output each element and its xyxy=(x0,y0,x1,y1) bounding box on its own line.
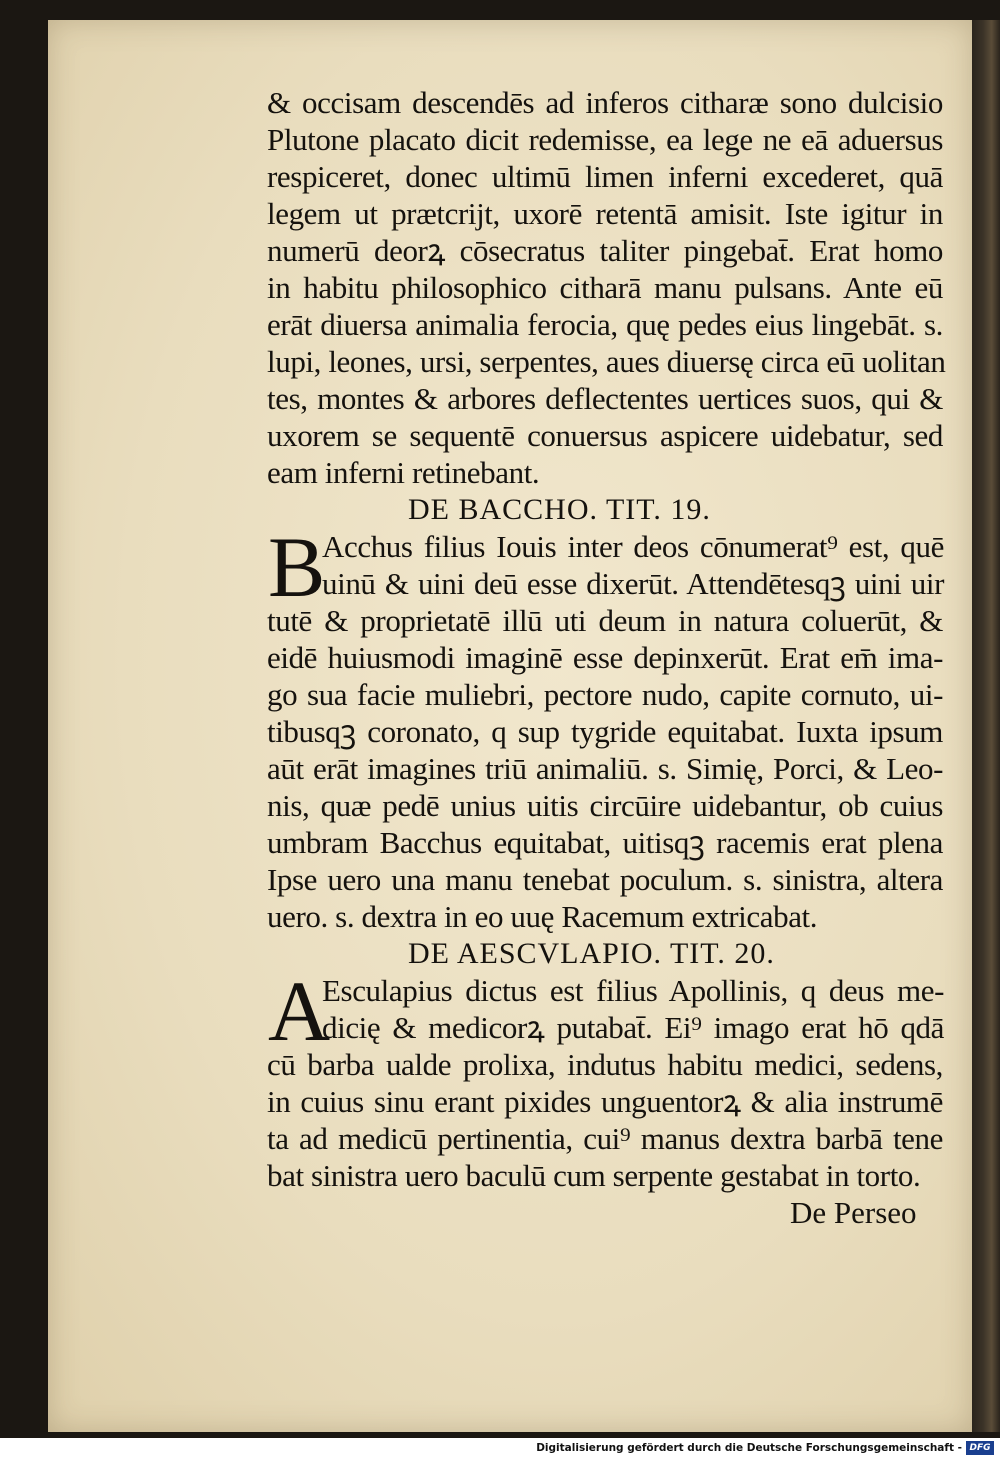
baccho-paragraph xyxy=(212,519,952,935)
text-line: uxorem se sequentē conuersus aspicere uidebatur, sed xyxy=(267,418,943,453)
text-line: Ipse uero una manu tenebat poculum. s. sinistra, altera xyxy=(267,862,943,897)
text-line: tes, montes & arbores deflectentes uertices suos, qui & xyxy=(267,381,943,416)
digitization-footer xyxy=(0,1438,1000,1460)
text-line: tutē & proprietatē illū uti deum in natura coluerūt, & xyxy=(267,603,943,638)
dropcap-b: B xyxy=(268,519,326,615)
text-line: uinū & uini deū esse dixerūt. Attendētesqꝫ uini uir xyxy=(322,566,944,601)
section-heading-baccho: DE BACCHO. TIT. 19. xyxy=(408,493,711,526)
text-line: go sua facie muliebri, pectore nudo, capite cornuto, ui- xyxy=(267,677,943,712)
text-line: Acchus filius Iouis inter deos cōnumerat⁹ est, quē xyxy=(322,529,944,564)
text-line: umbram Bacchus equitabat, uitisqꝫ racemis erat plena xyxy=(267,825,943,860)
text-line: cū barba ualde prolixa, indutus habitu medici, sedens, xyxy=(267,1047,943,1082)
section-heading-aesculapio: DE AESCVLAPIO. TIT. 20. xyxy=(408,937,775,970)
opening-paragraph xyxy=(212,84,952,491)
text-block xyxy=(212,84,952,1231)
text-line: ta ad medicū pertinentia, cui⁹ manus dextra barbā tene xyxy=(267,1121,943,1156)
text-line: erāt diuersa animalia ferocia, quę pedes eius lingebāt. s. xyxy=(267,307,943,342)
text-line: nis, quæ pedē unius uitis circūire uidebantur, ob cuius xyxy=(267,788,943,823)
dfg-logo: DFG xyxy=(966,1441,994,1455)
text-line: numerū deorꝝ cōsecratus taliter pingebat̄. Erat homo xyxy=(267,233,943,268)
dropcap-a: A xyxy=(268,963,331,1059)
text-line: tibusqꝫ coronato, q sup tygride equitabat. Iuxta ipsum xyxy=(267,714,943,749)
text-line: bat sinistra uero baculū cum serpente gestabat in torto. xyxy=(267,1158,921,1193)
text-line: in habitu philosophico citharā manu pulsans. Ante eū xyxy=(267,270,943,305)
footer-credit: Digitalisierung gefördert durch die Deutsche Forschungsgemeinschaft - xyxy=(536,1442,962,1454)
text-line: & occisam descendēs ad inferos citharæ sono dulcisio xyxy=(267,85,943,120)
book-spine xyxy=(972,20,1000,1432)
catchword: De Perseo xyxy=(790,1195,917,1230)
text-line: Esculapius dictus est filius Apollinis, q deus me- xyxy=(322,973,944,1008)
text-line: uero. s. dextra in eo uuę Racemum extricabat. xyxy=(267,899,818,934)
text-line: Plutone placato dicit redemisse, ea lege ne eā aduersus xyxy=(267,122,943,157)
text-line: aūt erāt imagines triū animaliū. s. Simię, Porci, & Leo- xyxy=(267,751,943,786)
text-line: in cuius sinu erant pixides unguentorꝝ & alia instrumē xyxy=(267,1084,943,1119)
text-line: dicię & medicorꝝ putabat̄. Ei⁹ imago erat hō qdā xyxy=(322,1010,944,1045)
text-line: lupi, leones, ursi, serpentes, aues diuersę circa eū uolitan xyxy=(267,344,946,379)
aesculapio-paragraph xyxy=(212,963,952,1194)
text-line: eam inferni retinebant. xyxy=(267,455,540,490)
text-line: legem ut prætcrijt, uxorē retentā amisit. Iste igitur in xyxy=(267,196,943,231)
text-line: eidē huiusmodi imaginē esse depinxerūt. Erat em̄ ima- xyxy=(267,640,943,675)
text-line: respiceret, donec ultimū limen inferni excederet, quā xyxy=(267,159,943,194)
